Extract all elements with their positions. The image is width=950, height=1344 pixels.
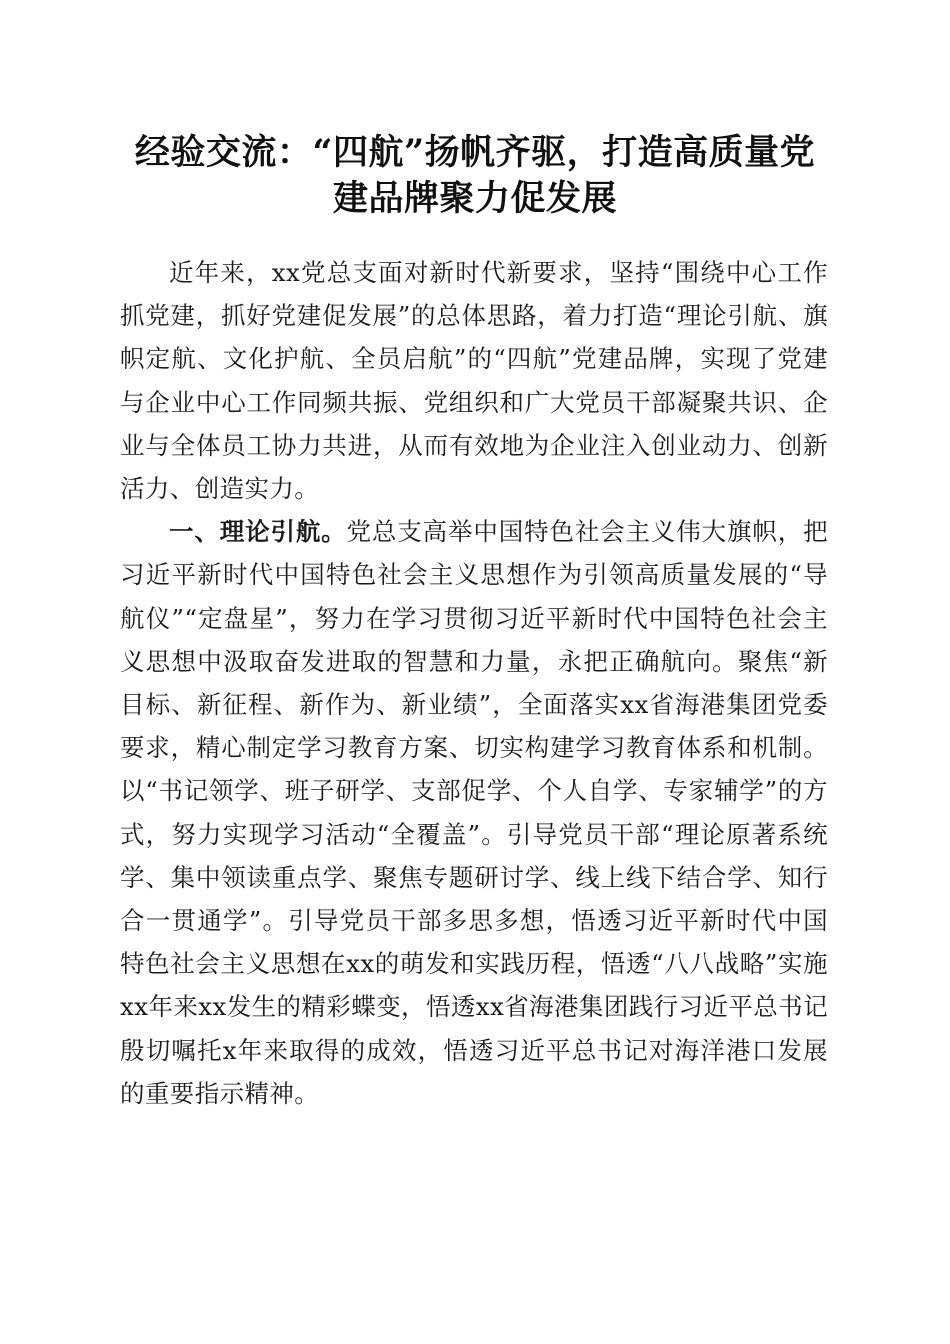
section-1-heading: 一、理论引航。 xyxy=(169,517,347,547)
document-body xyxy=(120,251,828,1115)
intro-paragraph: 近年来，xx党总支面对新时代新要求，坚持“围绕中心工作抓党建，抓好党建促发展”的总体思路，着力打造“理论引航、旗帜定航、文化护航、全员启航”的“四航”党建品牌，实现了党建与企业中心工作同频共振、党组织和广大党员干部凝聚共识、企业与全体员工协力共进，从而有效地为企业注入创业动力、创新活力、创造实力。 xyxy=(120,258,828,504)
title-line-1: 经验交流：“四航”扬帆齐驱，打造高质量党 xyxy=(134,132,816,173)
title-line-2: 建品牌聚力促发展 xyxy=(332,178,617,219)
section-1-paragraph xyxy=(120,510,828,1115)
section-1-text: 党总支高举中国特色社会主义伟大旗帜，把习近平新时代中国特色社会主义思想作为引领高质量发展的“导航仪”“定盘星”，努力在学习贯彻习近平新时代中国特色社会主义思想中汲取奋发进取的智慧和力量，永把正确航向。聚焦“新目标、新征程、新作为、新业绩”，全面落实xx省海港集团党委要求，精心制定学习教育方案、切实构建学习教育体系和机制。以“书记领学、班子研学、支部促学、个人自学、专家辅学”的方式，努力实现学习活动“全覆盖”。引导党员干部“理论原著系统学、集中领读重点学、聚焦专题研讨学、线上线下结合学、知行合一贯通学”。引导党员干部多思多想，悟透习近平新时代中国特色社会主义思想在xx的萌发和实践历程，悟透“八八战略”实施xx年来xx发生的精彩蝶变，悟透xx省海港集团践行习近平总书记殷切嘱托x年来取得的成效，悟透习近平总书记对海洋港口发展的重要指示精神。 xyxy=(120,517,828,1108)
document-title xyxy=(110,130,840,222)
